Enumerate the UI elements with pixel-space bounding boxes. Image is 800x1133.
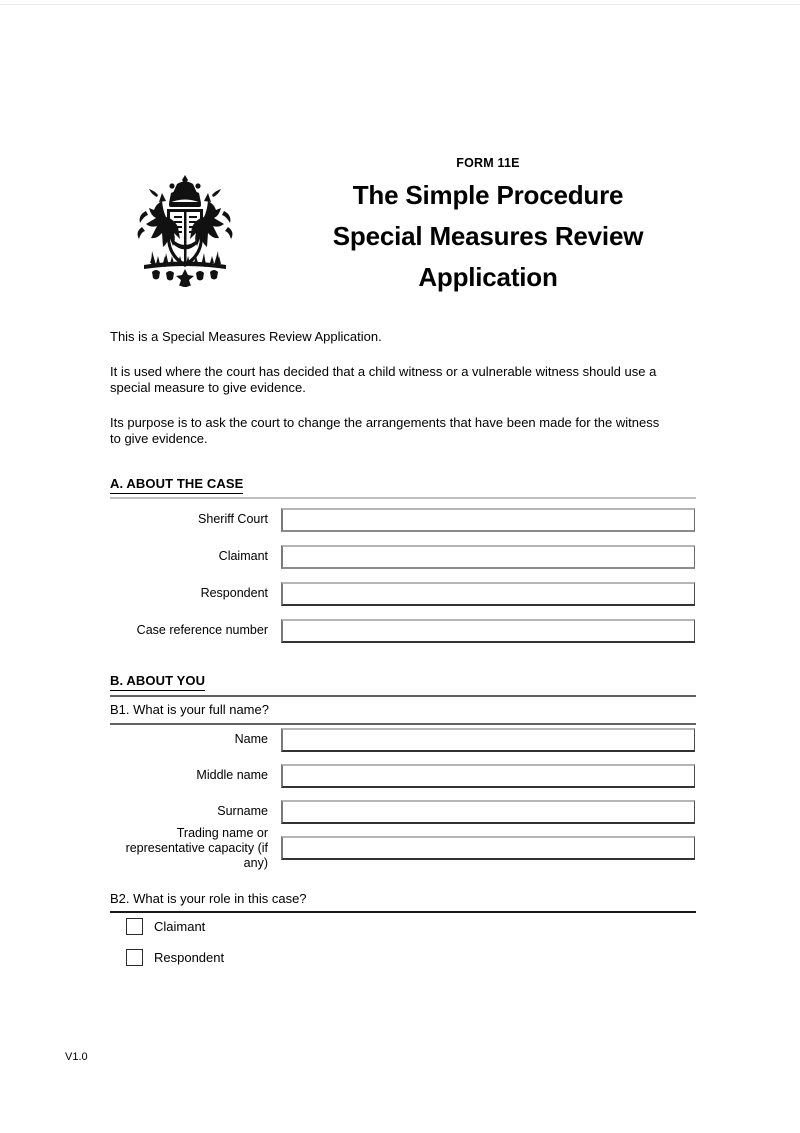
field-label-surname: Surname	[217, 804, 268, 818]
checkbox-label-respondent: Respondent	[154, 950, 225, 965]
section-a-heading-text: A. ABOUT THE CASE	[110, 476, 243, 494]
field-label-sheriff-court: Sheriff Court	[198, 512, 268, 526]
footer-version: V1.0	[65, 1051, 88, 1063]
field-label-trading-name: Trading name or representative capacity (if any)	[125, 826, 268, 870]
document-header	[108, 155, 698, 305]
field-input-trading-name[interactable]	[281, 836, 695, 860]
field-input-case-reference-number[interactable]	[281, 619, 695, 643]
intro-paragraph-1: This is a Special Measures Review Application.	[110, 329, 382, 344]
field-row-respondent	[110, 582, 697, 606]
field-row-claimant	[110, 545, 697, 569]
section-a-heading	[110, 476, 696, 494]
field-row-middle-name	[110, 764, 697, 788]
field-label-respondent: Respondent	[200, 586, 268, 600]
checkbox-respondent[interactable]	[126, 949, 143, 966]
form-title-line-2: Special Measures Review	[332, 221, 644, 251]
field-input-surname[interactable]	[281, 800, 695, 824]
question-b1: B1. What is your full name?	[110, 702, 269, 717]
question-b2-divider	[110, 911, 696, 913]
field-label-middle-name: Middle name	[196, 768, 268, 782]
field-input-respondent[interactable]	[281, 582, 695, 606]
form-title-line-1: The Simple Procedure	[352, 180, 624, 210]
field-input-middle-name[interactable]	[281, 764, 695, 788]
field-label-name: Name	[234, 732, 268, 746]
intro-paragraph-2: It is used where the court has decided that a child witness or a vulnerable witness should use a special measure to give evidence.	[110, 363, 657, 395]
section-b-divider	[110, 695, 696, 697]
intro-text	[110, 329, 670, 448]
field-label-claimant: Claimant	[218, 549, 268, 563]
field-input-name[interactable]	[281, 728, 695, 752]
field-row-sheriff-court	[110, 508, 697, 532]
form-number: FORM 11E	[456, 156, 520, 170]
section-b-heading-text: B. ABOUT YOU	[110, 673, 205, 691]
field-label-case-reference-number: Case reference number	[136, 623, 268, 637]
field-row-trading-name	[110, 826, 697, 870]
field-input-claimant[interactable]	[281, 545, 695, 569]
intro-paragraph-3: Its purpose is to ask the court to change the arrangements that have been made for the witness to give evidence.	[110, 414, 660, 446]
section-b-heading	[110, 673, 696, 691]
checkbox-label-claimant: Claimant	[154, 919, 206, 934]
form-title-line-3: Application	[418, 262, 558, 292]
field-row-surname	[110, 800, 697, 824]
title-block	[278, 155, 698, 298]
question-b2: B2. What is your role in this case?	[110, 891, 307, 906]
royal-coat-of-arms-icon	[122, 171, 248, 289]
page-top-divider	[0, 4, 800, 5]
field-row-case-reference-number	[110, 619, 697, 643]
question-b1-divider	[110, 723, 696, 725]
section-a-divider	[110, 497, 696, 499]
field-input-sheriff-court[interactable]	[281, 508, 695, 532]
checkbox-claimant[interactable]	[126, 918, 143, 935]
field-row-name	[110, 728, 697, 752]
